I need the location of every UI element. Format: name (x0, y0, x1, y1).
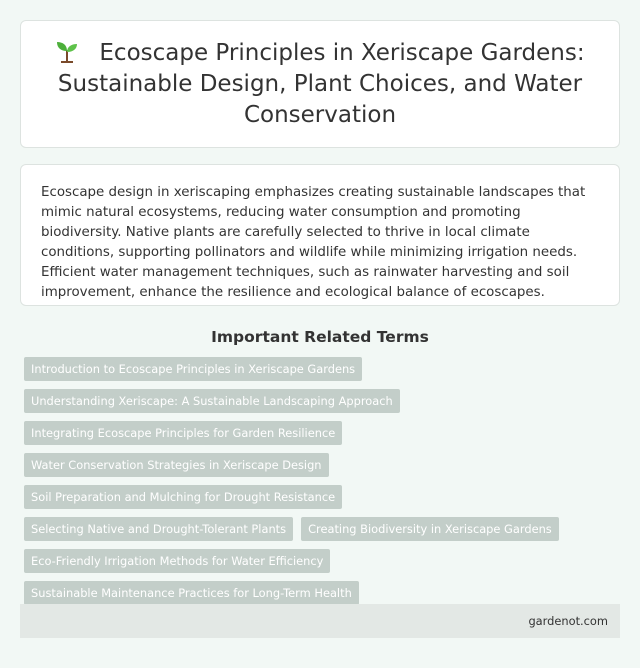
page-title (51, 38, 589, 131)
term-link-maintenance-practices[interactable]: Sustainable Maintenance Practices for Long-Term Health (24, 581, 359, 605)
related-terms-heading: Important Related Terms (211, 328, 429, 346)
intro-card (20, 164, 620, 306)
footer-site-name: gardenot.com (528, 614, 608, 628)
related-terms-list (20, 357, 620, 637)
term-link-soil-preparation[interactable]: Soil Preparation and Mulching for Drought Resistance (24, 485, 342, 509)
term-link-native-plants[interactable]: Selecting Native and Drought-Tolerant Plants (24, 517, 293, 541)
term-link-biodiversity[interactable]: Creating Biodiversity in Xeriscape Gardens (301, 517, 559, 541)
term-link-irrigation-methods[interactable]: Eco-Friendly Irrigation Methods for Water Efficiency (24, 549, 330, 573)
page-title-text: Ecoscape Principles in Xeriscape Gardens: Sustainable Design, Plant Choices, and Water Conservation (57, 39, 585, 128)
term-link-introduction[interactable]: Introduction to Ecoscape Principles in Xeriscape Gardens (24, 357, 362, 381)
footer (20, 604, 620, 638)
intro-paragraph: Ecoscape design in xeriscaping emphasizes creating sustainable landscapes that mimic natural ecosystems, reducing water consumption and promoting biodiversity. Native plants are carefully selected to thrive in local climate conditions, supporting pollinators and wildlife while minimizing irrigation needs. Efficient water management techniques, such as rainwater harvesting and soil improvement, enhance the resilience and ecological balance of ecoscapes. (41, 185, 586, 300)
title-card (20, 20, 620, 148)
term-link-garden-resilience[interactable]: Integrating Ecoscape Principles for Garden Resilience (24, 421, 342, 445)
sprout-icon (55, 39, 79, 63)
term-link-water-conservation[interactable]: Water Conservation Strategies in Xeriscape Design (24, 453, 329, 477)
term-link-understanding-xeriscape[interactable]: Understanding Xeriscape: A Sustainable Landscaping Approach (24, 389, 400, 413)
